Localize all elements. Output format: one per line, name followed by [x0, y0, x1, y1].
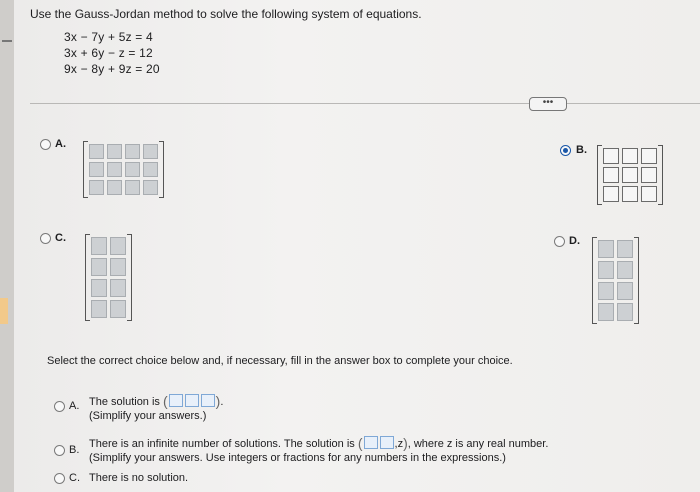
- option-b-label: B.: [576, 144, 587, 156]
- answer-b-radio[interactable]: [54, 445, 65, 456]
- answer-b-hint: (Simplify your answers. Use integers or fractions for any numbers in the expressions.): [89, 452, 506, 464]
- answer-box-z[interactable]: [201, 394, 215, 407]
- option-c-label: C.: [55, 232, 66, 244]
- question-prompt: Use the Gauss-Jordan method to solve the following system of equations.: [30, 7, 422, 21]
- answer-a-hint: (Simplify your answers.): [89, 410, 207, 422]
- matrix-cell: [622, 167, 638, 183]
- matrix-cell: [622, 186, 638, 202]
- answer-c-radio[interactable]: [54, 473, 65, 484]
- matrix-cell: [617, 261, 633, 279]
- matrix-cell: [603, 167, 619, 183]
- matrix-cell: [110, 300, 126, 318]
- matrix-cell: [125, 180, 140, 195]
- option-d-matrix: [592, 237, 639, 324]
- matrix-cell: [91, 300, 107, 318]
- answer-b-suffix: , where z is any real number.: [407, 438, 549, 450]
- select-instruction: Select the correct choice below and, if necessary, fill in the answer box to complete your choice.: [47, 355, 513, 367]
- option-a-matrix: [83, 141, 164, 198]
- section-divider: [30, 103, 700, 104]
- side-highlight-marker: [0, 298, 8, 324]
- close-paren: ): [403, 435, 408, 451]
- option-c-matrix: [85, 234, 132, 321]
- matrix-cell: [603, 148, 619, 164]
- matrix-cell: [91, 258, 107, 276]
- answer-box-y[interactable]: [185, 394, 199, 407]
- matrix-cell: [91, 279, 107, 297]
- answer-a-radio[interactable]: [54, 401, 65, 412]
- matrix-cell: [641, 167, 657, 183]
- close-paren: ): [215, 393, 221, 409]
- expand-more-button[interactable]: •••: [529, 97, 567, 111]
- matrix-cell: [107, 162, 122, 177]
- answer-box-x[interactable]: [169, 394, 183, 407]
- answer-box-x[interactable]: [364, 436, 378, 449]
- answer-b-line1: [89, 435, 548, 451]
- side-panel-edge: [0, 0, 14, 492]
- matrix-cell: [143, 144, 158, 159]
- answer-b-text: There is an infinite number of solutions. The solution is: [89, 438, 355, 450]
- answer-a-text: The solution is: [89, 396, 160, 408]
- option-d-label: D.: [569, 235, 580, 247]
- matrix-cell: [107, 180, 122, 195]
- matrix-cell: [617, 303, 633, 321]
- answer-a-label: A.: [69, 400, 80, 412]
- matrix-cell: [617, 282, 633, 300]
- equation-3: 9x − 8y + 9z = 20: [64, 62, 160, 76]
- matrix-cell: [110, 279, 126, 297]
- matrix-cell: [89, 162, 104, 177]
- matrix-cell: [641, 186, 657, 202]
- matrix-cell: [125, 162, 140, 177]
- matrix-cell: [143, 162, 158, 177]
- matrix-cell: [89, 144, 104, 159]
- option-a-label: A.: [55, 138, 66, 150]
- matrix-cell: [617, 240, 633, 258]
- answer-c-label: C.: [69, 472, 80, 484]
- matrix-cell: [89, 180, 104, 195]
- open-paren: (: [357, 435, 363, 451]
- option-a-radio[interactable]: [40, 139, 51, 150]
- option-d-radio[interactable]: [554, 236, 565, 247]
- answer-b-label: B.: [69, 444, 80, 456]
- answer-a-line1: [89, 393, 223, 409]
- equation-1: 3x − 7y + 5z = 4: [64, 30, 153, 44]
- side-dash-marker: [2, 40, 12, 42]
- matrix-cell: [110, 237, 126, 255]
- open-paren: (: [163, 393, 168, 409]
- matrix-cell: [641, 148, 657, 164]
- matrix-cell: [91, 237, 107, 255]
- matrix-cell: [598, 261, 614, 279]
- answer-box-y[interactable]: [380, 436, 394, 449]
- matrix-cell: [622, 148, 638, 164]
- matrix-cell: [125, 144, 140, 159]
- matrix-cell: [598, 303, 614, 321]
- answer-a-suffix: .: [220, 396, 224, 408]
- option-c-radio[interactable]: [40, 233, 51, 244]
- answer-b-z: ,z: [394, 438, 404, 450]
- answer-c-text: There is no solution.: [89, 472, 189, 484]
- matrix-cell: [598, 282, 614, 300]
- matrix-cell: [143, 180, 158, 195]
- option-b-radio[interactable]: [560, 145, 571, 156]
- matrix-cell: [107, 144, 122, 159]
- equation-2: 3x + 6y − z = 12: [64, 46, 153, 60]
- matrix-cell: [110, 258, 126, 276]
- option-b-matrix: [597, 145, 663, 205]
- matrix-cell: [603, 186, 619, 202]
- matrix-cell: [598, 240, 614, 258]
- question-page: [14, 0, 700, 492]
